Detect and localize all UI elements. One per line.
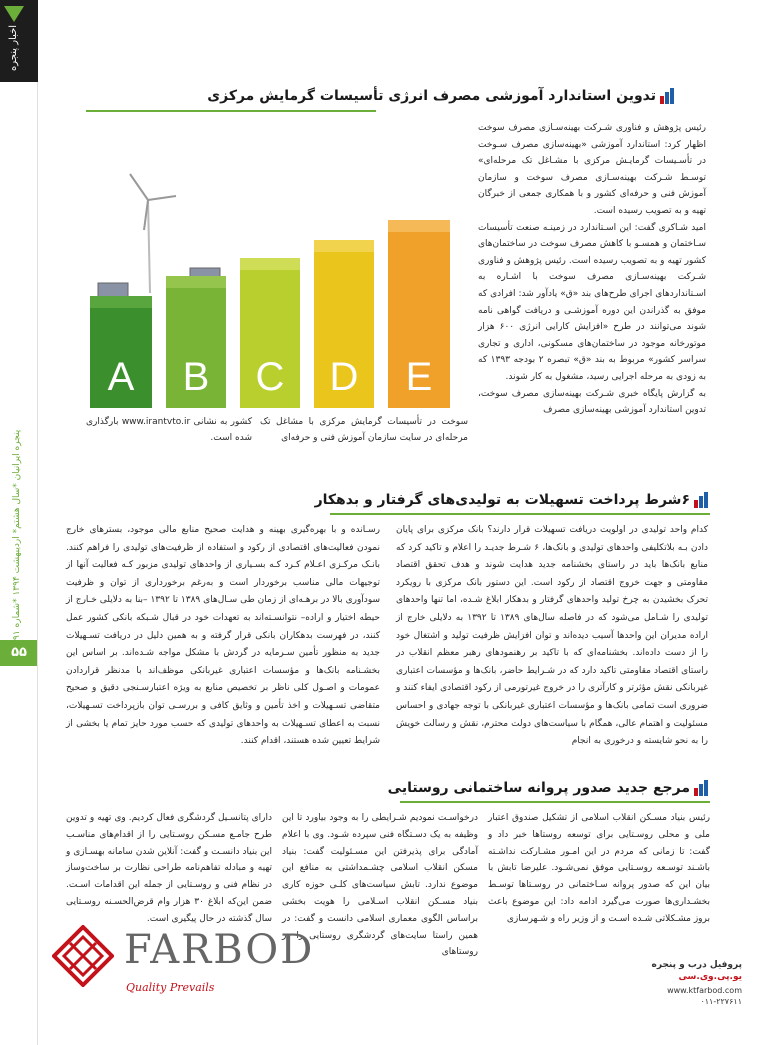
bar-a-top	[90, 296, 152, 308]
article2-column-left: رسـانده و با بهره‌گیری بهینه و هدایت صحیح منابع مالی موجود، بسترهای خارج نمودن فعالیت‌های اقتصادی از رکود و استفاده از ظرفیت‌های تولیدی را فراهم کنند. بانـک مرکـزی اعـلام کـرد کـه بسـیاری از واحدهای تولیدی مزبور کـه فعالیت آنها از توجیهات مالی مناسب برخوردار است و به‌رغم برخورداری از توان و ظرفیت سودآوری بالا در برهـه‌ای از زمان طی سـال‌های ۱۳۸۹ تا ۱۳۹۲ –بنا به دلایلی خـارج از حیطه اختیار و اراده– نتوانسـته‌اند به تعهدات خود در قبال شـبکه بانکی کشور عمل کنند، در فهرست بدهکاران بانکی قرار گرفته و به همین دلیل در دریافت تسـهیلات جدید به منظور تأمین سـرمایه در گردش با مشکل مواجه شـده‌اند. بر اساس این بخشـنامه بانک‌ها و مؤسسات اعتباری غیربانکی موظف‌اند با مدنظر قراردادن عمومات و اصـول کلی ناظر بر تخصیص منابع به ویژه اعتبارسـنجی دقیق و صحیح متقاضی تسـهیلات و اخذ تأمین و وثایق کافی و بررسـی توان بازپرداخت تسـهیلات، نسبت به اعطای تسـهیلات به واحدهای تولیدی که حسب مورد حایز تمام یا بخشی از شرایط تعیین شده هستند، اقدام کنند.	[66, 525, 381, 747]
section-label: اخبار پنجره	[8, 24, 19, 72]
product-type: یو.پی.وی.سی	[678, 972, 742, 982]
brand-tagline: Quality Prevails	[126, 981, 215, 994]
article1-body	[478, 120, 706, 419]
page-number: ۵۵	[0, 640, 38, 666]
energy-rating-illustration	[86, 118, 466, 408]
bar-chart-icon	[694, 492, 710, 508]
rating-letter-d: D	[329, 355, 359, 399]
article3-column-left: دارای پتانسـیل گردشگری فعال کردیم. وی تهیه و تدوین طرح جامـع مسـکن روسـتایی را از اقدام‌های مناسـب این بنیاد دانسـت و گفت: آنلاین شدن سامانه بهسـازی و تهیه و مبادله تفاهم‌نامه طراحی نظارت بر ساخت‌وساز در نظام فنی و روسـتایی از جمله این اقدامات اسـت. ضمن این‌که ابلاغ ۳۰ هزار وام قرض‌الحسـنه روسـتایی سال گذشته در حال پیگیری است.	[66, 813, 272, 924]
article2-title: ۶شرط پرداخت تسهیلات به تولیدی‌های گرفتار و بدهکار	[314, 492, 690, 508]
article3-column-mid: درخواسـت نمودیم شـرایطی را به وجود بیاورد تا این وظیفه به یک دسـتگاه فنی سپرده شـود. وی با اعلام آمادگی برای پذیرفتن این مسـئولیت گفت: بنیاد مسکن انقلاب اسلامی چشـمداشتی به منافع این موضوع ندارد. تابش سیاست‌های کلـی حوزه کاری بنیاد مسـکن انقلاب اسـلامی را هویت بخشی براساس الگوی معماری اسلامی دانست و گفت: در همین راستا سایت‌های گردشگری روستایی را در روستاهای	[282, 813, 478, 958]
brand-name: FARBOD	[124, 927, 315, 973]
bar-e-top	[388, 220, 450, 232]
energy-rating-svg	[86, 118, 466, 408]
article1-heading	[207, 88, 676, 104]
phone-number: ۰۱۱-۲۲۷۶۱۱	[700, 997, 742, 1006]
article2-title-underline	[330, 513, 710, 515]
bar-c-top	[240, 258, 300, 270]
article1-paragraph: به گزارش پایگاه خبری شـرکت بهینه‌سازی مصرف سوخت، تدوین استاندارد آموزشی بهینه‌سازی مصرف	[478, 388, 706, 416]
left-sidebar	[0, 0, 38, 1045]
article1-title: تدوین استاندارد آموزشی مصرف انرژی تأسیسات گرمایش مرکزی	[207, 88, 656, 104]
article3-title-underline	[400, 801, 710, 803]
article1-continuation-left: کشور به نشانی www.irantvto.ir بارگذاری شده است.	[86, 417, 252, 443]
bar-d-top	[314, 240, 374, 252]
rating-letter-e: E	[405, 355, 433, 399]
footer-ad	[38, 905, 762, 1045]
product-line: پروفیل درب و پنجره	[651, 960, 742, 970]
issue-info: پنجره ایرانیان *سال هشتم* اردیبهشت ۱۳۹۴ *شماره ۹۱	[12, 429, 22, 640]
footer-contact	[652, 960, 742, 1006]
bar-b-top	[166, 276, 226, 288]
section-tab	[0, 0, 38, 82]
sidebar-divider	[37, 82, 38, 1045]
article3-column-right: رئیس بنیاد مسـکن انقلاب اسلامی از تشکیل صندوق اعتبار ملی و محلی روسـتایی برای توسعه روستاها خبر داد و گفت: تا زمانی که مردم در این امـور مشـارکت نداشـته باشـند توسـعه روسـتایی موفق نمی‌شـود. علیرضا تابش با بیان این که صدور پروانه سـاختمانی در روسـتاها توسـط بخشـداری‌ها صورت می‌گیرد ادامه داد: این موضوع باعث بروز مشـکلاتی شـده اسـت و از وزیر راه و شـهرسازی	[488, 813, 710, 924]
bar-chart-icon	[694, 780, 710, 796]
rating-letter-c: C	[255, 355, 285, 399]
article2-column-right: کدام واحد تولیدی در اولویت دریافت تسهیلات قرار دارند؟ بانک مرکزی برای پایان دادن بـه بلاتکلیفی واحدهای تولیدی و بانک‌ها، ۶ شـرط جدیـد را اعلام و تاکید کرد که منابع بانک‌ها باید در راستای بخشنامه جدید هدایت شوند و هدف تحقق اقتصاد مقاومتی و جهت خروج اقتصاد از رکود است. این دستور بانک مرکزی با رویکرد تحرک بخشیدن به چرخ تولید واحدهای گرفتار و بدهکار ابلاغ شـده، اما تنها واحدهای تولیدی را شـامل می‌شود که در فاصله سال‌های ۱۳۸۹ تا ۱۳۹۲ به دلایلی خارج از اراده مدیران این واحدها آسیب دیده‌اند و توان افزایش ظرفیت تولید و اشتغال خود را از دست داده‌اند. بخشنامه‌ای که با تاکید بر رهنمودهای رهبر معظم انقلاب در راستای اقتصاد مقاومتی تاکید دارد که در شـرایط حاضر، بانک‌ها و مؤسسات اعتباری غیربانکی نقش مؤثرتر و کارآتری را در خروج غیرتورمی از رکود اقتصادی ایفاء کنند و ضروری است تمامی بانک‌ها و مؤسسات اعتباری غیربانکی با توجه جهادی و احساس مسئولیت و اهتمام عالی، همگام با سیاست‌های دولت محترم، نقش و رسالت خویش را به نحو شایسته و درخوری به انجام	[396, 525, 708, 747]
rating-letter-a: A	[107, 355, 135, 399]
article3-title: مرجع جدید صدور پروانه ساختمانی روستایی	[387, 780, 690, 796]
article1-title-underline	[86, 110, 376, 112]
bar-chart-icon	[660, 88, 676, 104]
article3-heading	[388, 780, 710, 796]
farbod-logo-icon	[52, 925, 114, 987]
article1-paragraph: رئیس پژوهش و فناوری شـرکت بهینه‌سـازی مصرف سوخت اظهار کرد: استاندارد آموزشی «بهینه‌سازی مصرف سـوخت در تأسـیسات گرمایـش مرکزی با مشـاغل تک مرحله‌ای» توسـط شـرکت بهینه‌سـازی مصرف سوخت و سازمان آموزش فنی و حرفه‌ای کشور و با همکاری جمعی از خبرگان تهیه و به تصویب رسیده است.	[478, 123, 706, 216]
website-link[interactable]: www.ktfarbod.com	[667, 986, 742, 995]
article1-paragraph: امید شـاکری گفت: این اسـتاندارد در زمینـه صنعت تأسیسات سـاختمان و همسـو با کاهش مصرف سوخت در ساختمان‌های کشور تهیه و به تصویب رسیده است. رئیس پژوهش و فناوری شـرکت بهینه‌سـازی مصرف سوخت با اشـاره به اسـتانداردهای اجرای طرح‌های بند «ق» یادآور شد: افرادی که موفق به گذراندن این دوره آموزشـی و دریافت گواهی نامه شوند می‌توانند در طرح «افزایش کارایی انرژی ۶۰۰ هزار موتورخانه موجود در ساختمان‌های مسکونی، اداری و تجاری سراسر کشور» مربوط به بند «ق» تبصره ۲ بودجه ۱۳۹۳ که به زودی به مرحله اجرایی رسید، مشغول به کار شوند.	[478, 222, 707, 382]
article1-continuation-mid: سوخت در تأسیسات گرمایش مرکزی با مشاغل تک مرحله‌ای در سایت سازمان آموزش فنی و حرفه‌ای	[260, 417, 468, 443]
rating-letter-b: B	[182, 355, 210, 399]
article2-heading	[315, 492, 710, 508]
